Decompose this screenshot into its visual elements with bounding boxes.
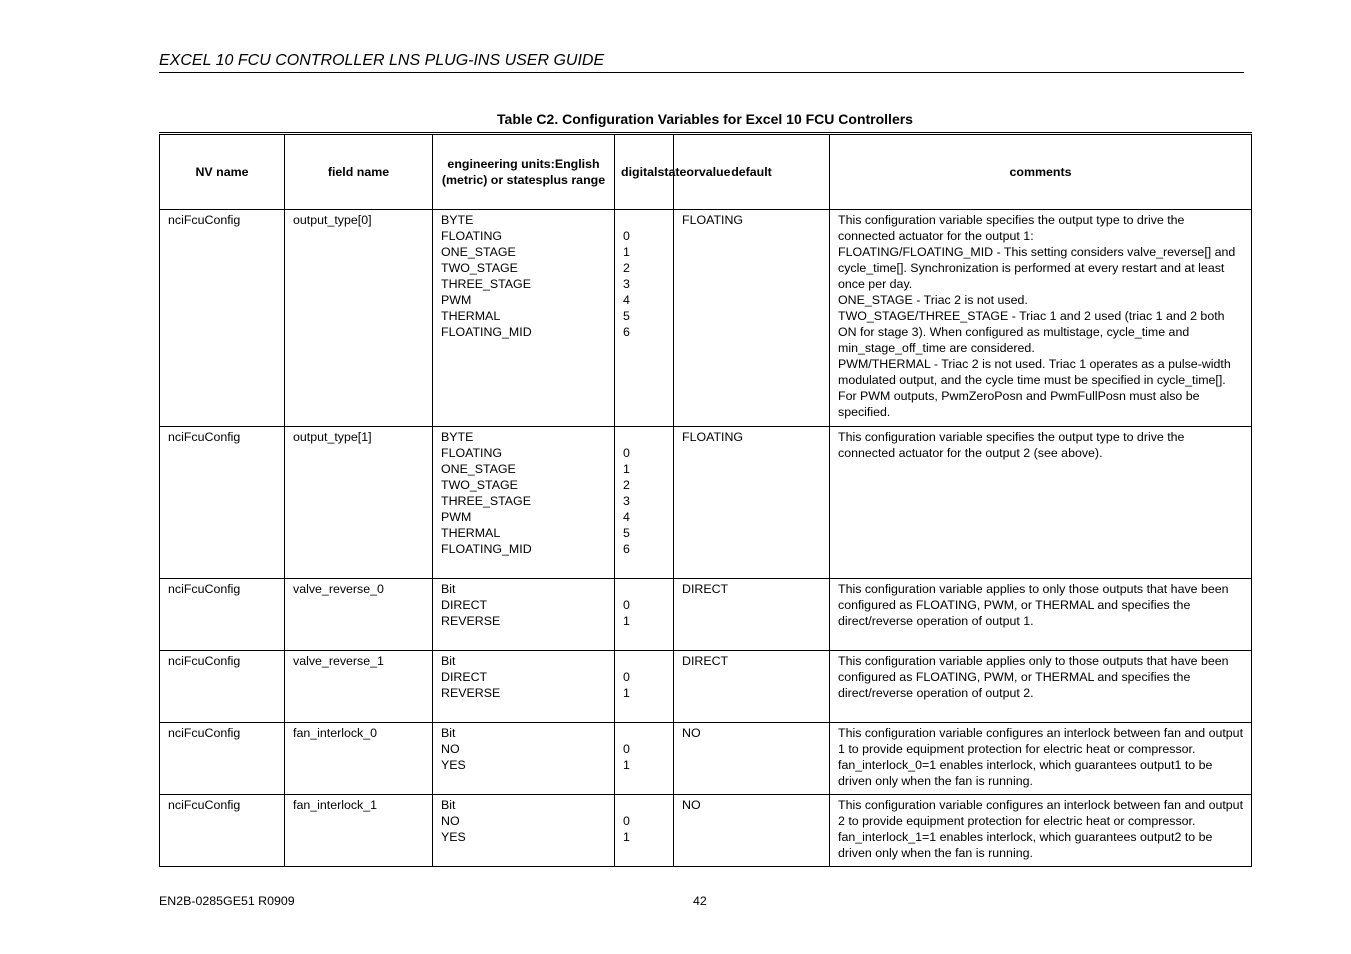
- header-line: plus range: [542, 173, 606, 187]
- state-value: 5: [623, 526, 630, 540]
- footer-page-number: 42: [693, 894, 707, 908]
- config-variables-table: [159, 132, 1252, 867]
- unit-state: PWM: [441, 293, 472, 307]
- unit-state: Bit: [441, 798, 456, 812]
- state-value: 1: [623, 758, 630, 772]
- table-row: [160, 427, 1252, 579]
- default-value: FLOATING: [682, 213, 744, 227]
- state-value: [623, 653, 667, 669]
- default-cell: [674, 723, 830, 795]
- state-value: 1: [623, 614, 630, 628]
- value-cell: [615, 651, 674, 723]
- nv-name-cell: [160, 723, 285, 795]
- header-field-name: [285, 134, 433, 210]
- state-value: 1: [623, 686, 630, 700]
- default-value: NO: [682, 798, 701, 812]
- unit-state: PWM: [441, 510, 472, 524]
- state-value: 4: [623, 293, 630, 307]
- unit-state: DIRECT: [441, 598, 488, 612]
- nv-name-cell: [160, 427, 285, 579]
- unit-state: FLOATING: [441, 229, 503, 243]
- comment-paragraph: TWO_STAGE/THREE_STAGE - Triac 1 and 2 used (triac 1 and 2 both ON for stage 3). When configured as multistage, cycle_time and min_stage_off_time are considered.: [838, 309, 1225, 355]
- units-cell: [433, 795, 615, 867]
- nv-name: nciFcuConfig: [168, 430, 241, 444]
- state-value: 0: [623, 814, 630, 828]
- field-name-cell: [285, 579, 433, 651]
- state-value: 0: [623, 598, 630, 612]
- header-line: engineering units:: [447, 157, 555, 171]
- unit-state: BYTE: [441, 430, 474, 444]
- units-cell: [433, 579, 615, 651]
- state-value: 0: [623, 446, 630, 460]
- state-value: 0: [623, 670, 630, 684]
- running-header: EXCEL 10 FCU CONTROLLER LNS PLUG-INS USER GUIDE: [159, 52, 1244, 73]
- value-cell: [615, 723, 674, 795]
- comment-paragraph: This configuration variable applies only to those outputs that have been configured as FLOATING, PWM, or THERMAL and specifies the direct/reverse operation of output 2.: [838, 654, 1229, 700]
- value-cell: [615, 427, 674, 579]
- state-value: 3: [623, 494, 630, 508]
- comment-paragraph: This configuration variable configures an interlock between fan and output 2 to provide equipment protection for electric heat or compressor. fan_interlock_1=1 enables interlock, which guarantees output2 to be driven only when the fan is running.: [838, 798, 1244, 860]
- field-name-cell: [285, 651, 433, 723]
- header-line: English (metric) or states: [441, 157, 600, 187]
- state-value: 6: [623, 325, 630, 339]
- state-value: 2: [623, 261, 630, 275]
- state-value: 0: [623, 742, 630, 756]
- comment-paragraph: This configuration variable specifies the output type to drive the connected actuator for the output 1:: [838, 213, 1185, 243]
- default-cell: [674, 427, 830, 579]
- state-value: 1: [623, 830, 630, 844]
- default-cell: [674, 579, 830, 651]
- table-row: [160, 210, 1252, 427]
- default-value: NO: [682, 726, 701, 740]
- footer-doc-code: EN2B-0285GE51 R0909: [159, 894, 295, 908]
- unit-state: Bit: [441, 654, 456, 668]
- state-value: [623, 212, 667, 228]
- comment-paragraph: PWM/THERMAL - Triac 2 is not used. Triac 1 operates as a pulse-width modulated output, and the cycle time must be specified in cycle_time[]. For PWM outputs, PwmZeroPosn and PwmFullPosn must also be specified.: [838, 357, 1231, 419]
- units-cell: [433, 723, 615, 795]
- field-name: fan_interlock_1: [293, 798, 378, 812]
- comments: [830, 795, 1252, 867]
- unit-state: FLOATING: [441, 446, 503, 460]
- state-value: 0: [623, 229, 630, 243]
- field-name: valve_reverse_1: [293, 654, 384, 668]
- units-cell: [433, 651, 615, 723]
- comments: [830, 723, 1252, 795]
- unit-state: DIRECT: [441, 670, 488, 684]
- nv-name-cell: [160, 210, 285, 427]
- unit-state: THERMAL: [441, 309, 501, 323]
- state-value: 2: [623, 478, 630, 492]
- state-value: [623, 725, 667, 741]
- comments: [830, 651, 1252, 723]
- unit-state: ONE_STAGE: [441, 245, 516, 259]
- header-line: comments: [1009, 165, 1072, 179]
- header-line: or: [686, 165, 699, 179]
- header-line: NV name: [195, 165, 249, 179]
- unit-state: NO: [441, 814, 460, 828]
- header-line: default: [731, 165, 772, 179]
- state-value: 6: [623, 542, 630, 556]
- comments: [830, 210, 1252, 427]
- table-header-row: [160, 134, 1252, 210]
- field-name: fan_interlock_0: [293, 726, 378, 740]
- state-value: [623, 581, 667, 597]
- header-digital-state: [615, 134, 731, 210]
- default-value: FLOATING: [682, 430, 744, 444]
- unit-state: NO: [441, 742, 460, 756]
- state-value: 1: [623, 245, 630, 259]
- header-line: digital: [621, 165, 658, 179]
- comment-paragraph: ONE_STAGE - Triac 2 is not used.: [838, 293, 1028, 307]
- nv-name: nciFcuConfig: [168, 726, 241, 740]
- unit-state: BYTE: [441, 213, 474, 227]
- table-row: [160, 579, 1252, 651]
- field-name-cell: [285, 210, 433, 427]
- nv-name-cell: [160, 651, 285, 723]
- comment-paragraph: This configuration variable specifies the output type to drive the connected actuator for the output 2 (see above).: [838, 430, 1185, 460]
- field-name-cell: [285, 723, 433, 795]
- unit-state: YES: [441, 830, 466, 844]
- unit-state: THREE_STAGE: [441, 494, 531, 508]
- default-cell: [674, 651, 830, 723]
- table-row: [160, 651, 1252, 723]
- unit-state: ONE_STAGE: [441, 462, 516, 476]
- state-value: 5: [623, 309, 630, 323]
- comment-paragraph: This configuration variable applies to only those outputs that have been configured as FLOATING, PWM, or THERMAL and specifies the direct/reverse operation of output 1.: [838, 582, 1229, 628]
- header-comments: [830, 134, 1252, 210]
- unit-state: TWO_STAGE: [441, 478, 518, 492]
- header-engineering-units: [433, 134, 615, 210]
- state-value: [623, 429, 667, 445]
- header-line: field name: [327, 165, 390, 179]
- nv-name: nciFcuConfig: [168, 213, 241, 227]
- state-value: 1: [623, 462, 630, 476]
- field-name-cell: [285, 427, 433, 579]
- comment-paragraph: FLOATING/FLOATING_MID - This setting considers valve_reverse[] and cycle_time[]. Synchronization is performed at every restart and at least once per day.: [838, 245, 1236, 291]
- unit-state: FLOATING_MID: [441, 542, 532, 556]
- field-name-cell: [285, 795, 433, 867]
- comment-paragraph: This configuration variable configures an interlock between fan and output 1 to provide equipment protection for electric heat or compressor. fan_interlock_0=1 enables interlock, which guarantees output1 to be driven only when the fan is running.: [838, 726, 1244, 788]
- field-name: output_type[1]: [293, 430, 372, 444]
- header-nv-name: [160, 134, 285, 210]
- table-row: [160, 795, 1252, 867]
- header-line: state: [657, 165, 687, 179]
- default-cell: [674, 795, 830, 867]
- field-name: output_type[0]: [293, 213, 372, 227]
- unit-state: YES: [441, 758, 466, 772]
- unit-state: Bit: [441, 582, 456, 596]
- nv-name: nciFcuConfig: [168, 582, 241, 596]
- value-cell: [615, 210, 674, 427]
- unit-state: FLOATING_MID: [441, 325, 532, 339]
- unit-state: Bit: [441, 726, 456, 740]
- value-cell: [615, 579, 674, 651]
- unit-state: THERMAL: [441, 526, 501, 540]
- table-title: Table C2. Configuration Variables for Excel 10 FCU Controllers: [497, 111, 913, 127]
- comments: [830, 427, 1252, 579]
- units-cell: [433, 210, 615, 427]
- comments: [830, 579, 1252, 651]
- unit-state: THREE_STAGE: [441, 277, 531, 291]
- value-cell: [615, 795, 674, 867]
- table-body: [160, 210, 1252, 867]
- default-value: DIRECT: [682, 582, 729, 596]
- units-cell: [433, 427, 615, 579]
- unit-state: TWO_STAGE: [441, 261, 518, 275]
- unit-state: REVERSE: [441, 686, 501, 700]
- state-value: 3: [623, 277, 630, 291]
- state-value: 4: [623, 510, 630, 524]
- state-value: [623, 797, 667, 813]
- default-value: DIRECT: [682, 654, 729, 668]
- nv-name: nciFcuConfig: [168, 654, 241, 668]
- default-cell: [674, 210, 830, 427]
- table-row: [160, 723, 1252, 795]
- nv-name-cell: [160, 795, 285, 867]
- header-line: value: [698, 165, 731, 179]
- unit-state: REVERSE: [441, 614, 501, 628]
- field-name: valve_reverse_0: [293, 582, 384, 596]
- nv-name-cell: [160, 579, 285, 651]
- nv-name: nciFcuConfig: [168, 798, 241, 812]
